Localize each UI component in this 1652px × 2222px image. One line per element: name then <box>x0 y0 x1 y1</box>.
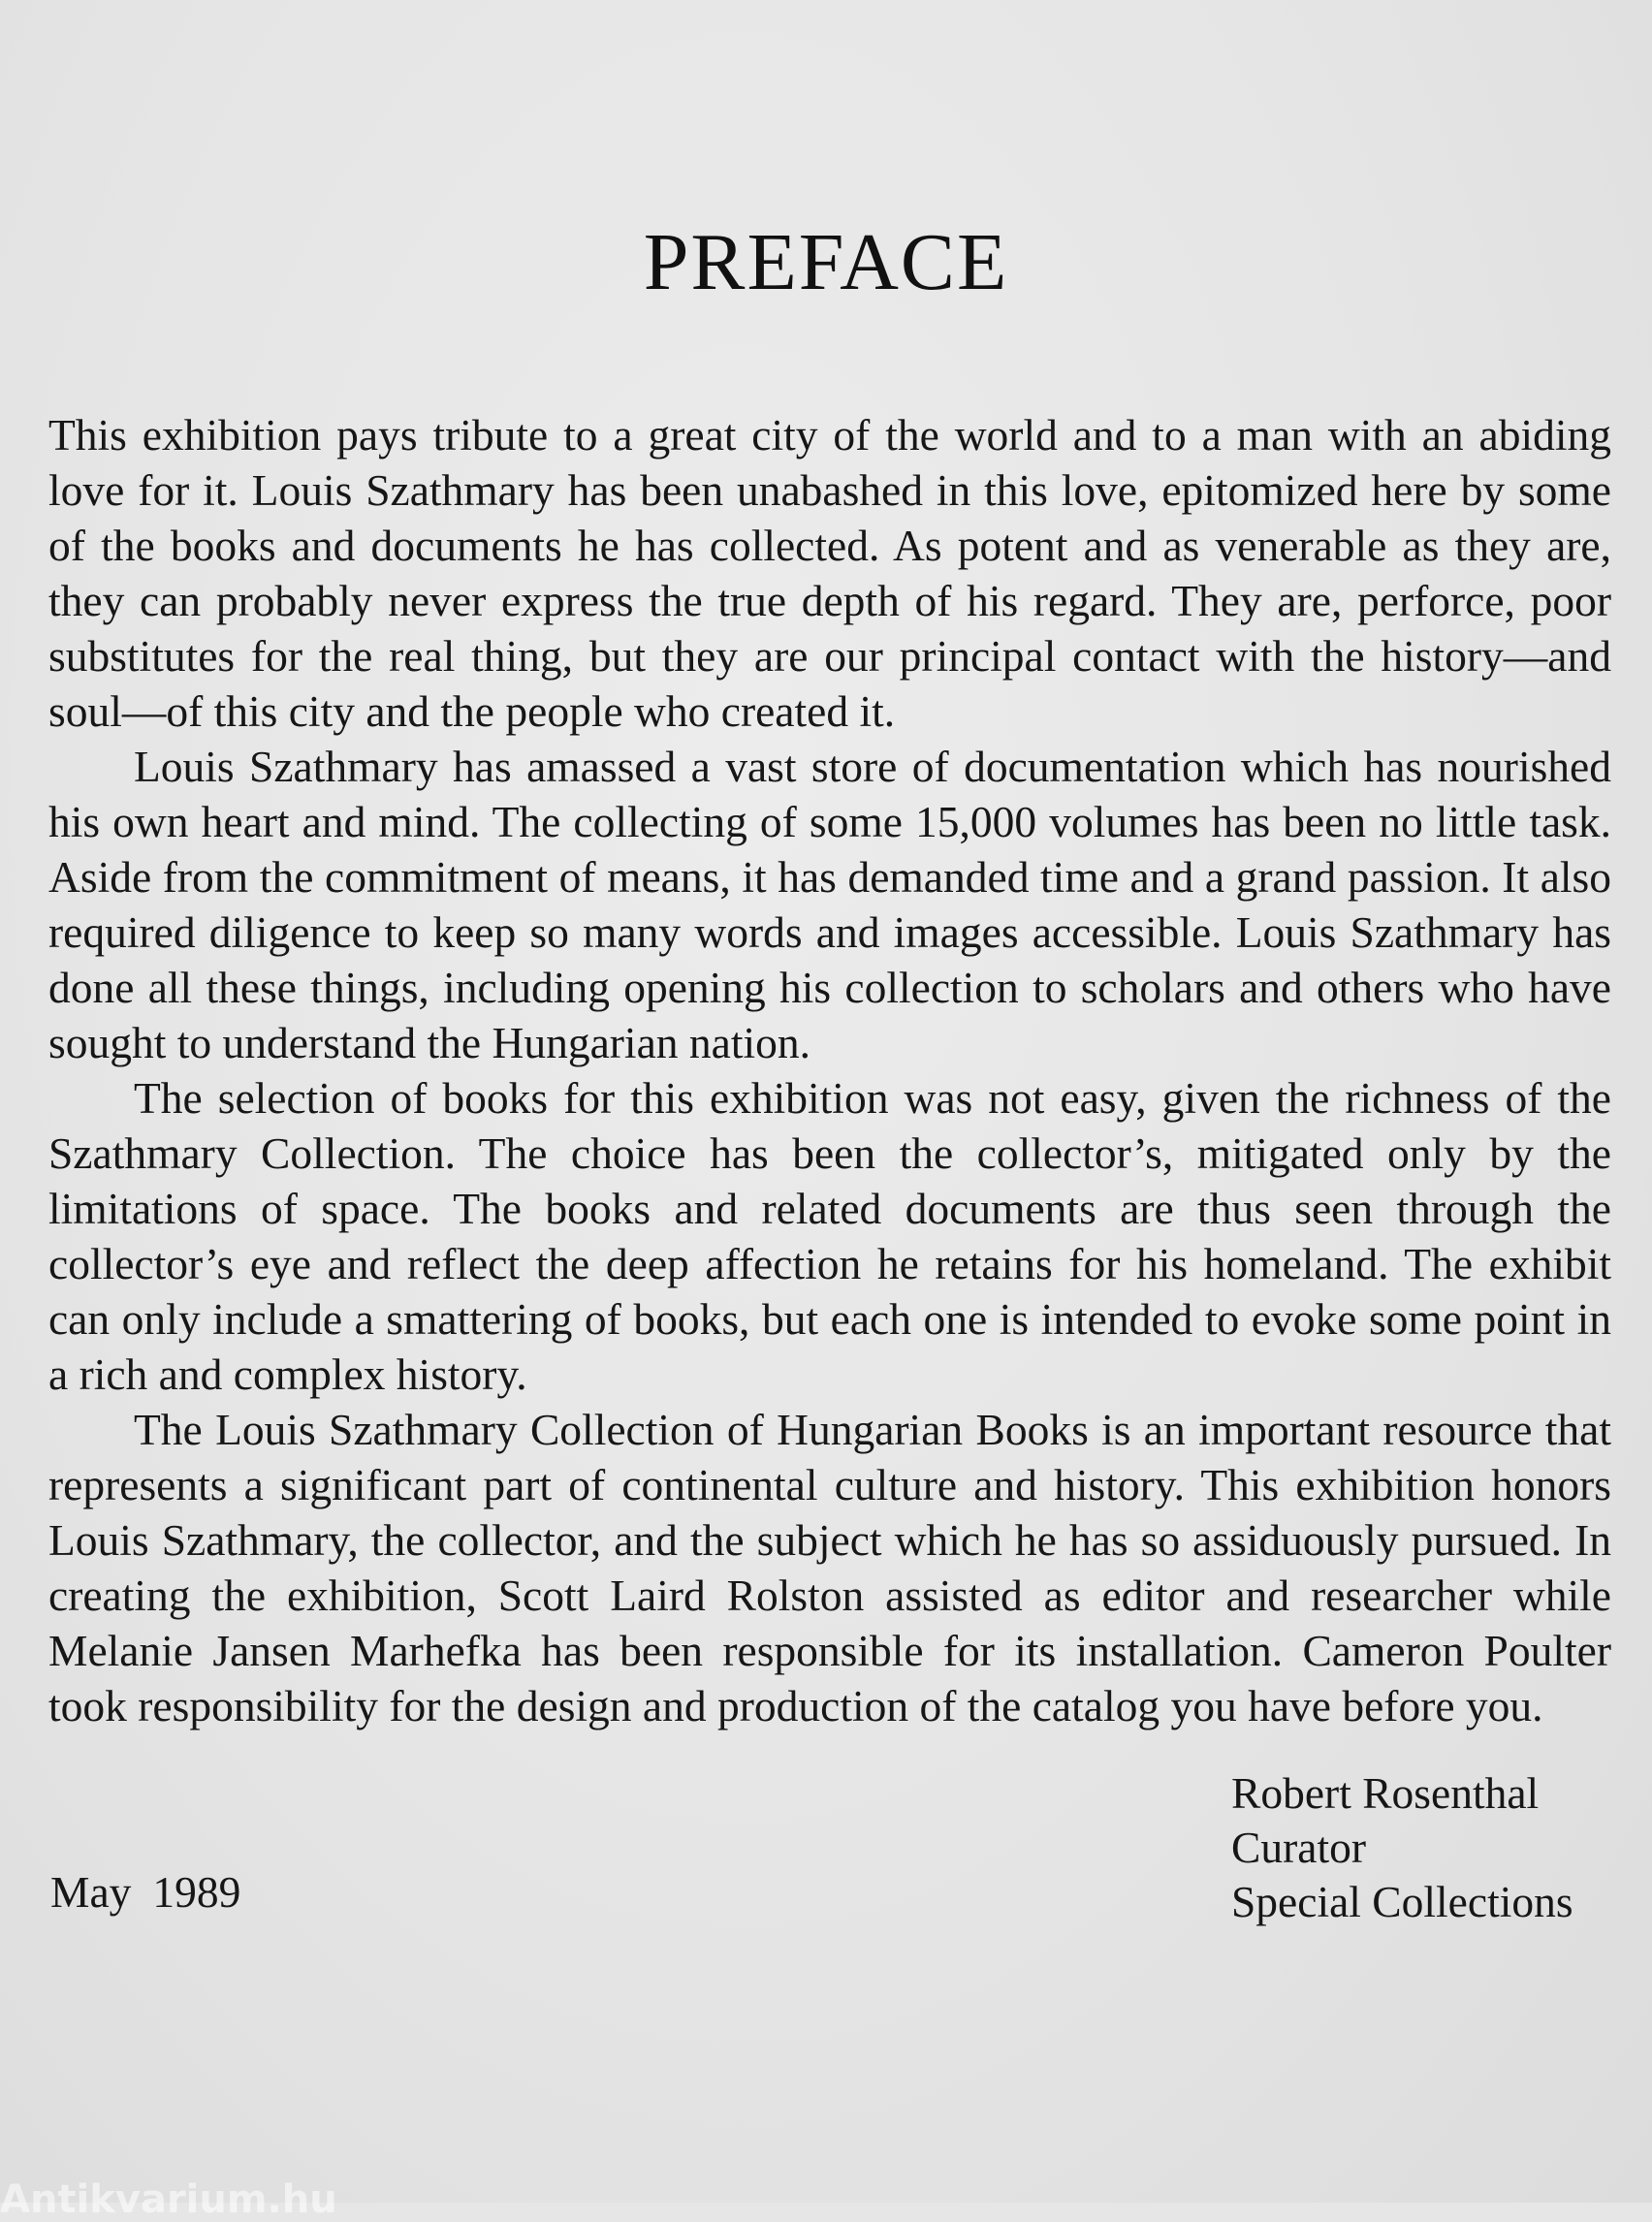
paragraph-1: This exhibition pays tribute to a great city of the world and to a man with an abiding love for it. Louis Szathmary has been unabashed in this love, epitomized here by some of the books and documents he has collected. As potent and as venerable as they are, they can probably never express the true depth of his regard. They are, perforce, poor substitutes for the real thing, but they are our principal contact with the history—and soul—of this city and the people who created it. <box>48 410 1611 736</box>
watermark: Antikvarium.hu <box>0 2177 337 2222</box>
paragraph-2: Louis Szathmary has amassed a vast store of documentation which has nourished his own heart and mind. The collecting of some 15,000 volumes has been no little task. Aside from the commitment of means, it has demanded time and a grand passion. It also required diligence to keep so many words and images accessible. Louis Szathmary has done all these things, including opening his collection to scholars and others who have sought to understand the Hungarian nation. <box>48 742 1611 1067</box>
signature-block <box>1231 1766 1573 1929</box>
signature-department: Special Collections <box>1231 1877 1573 1926</box>
paragraph-3: The selection of books for this exhibition was not easy, given the richness of the Szathmary Collection. The choice has been the collector’s, mitigated only by the limitations of space. The books and related documents are thus seen through the collector’s eye and reflect the deep affection he retains for his homeland. The exhibit can only include a smattering of books, but each one is intended to evoke some point in a rich and complex history. <box>48 1073 1611 1399</box>
signature-role: Curator <box>1231 1823 1366 1872</box>
preface-body <box>48 407 1611 1733</box>
signature-name: Robert Rosenthal <box>1231 1768 1540 1818</box>
date-line <box>50 1866 240 1918</box>
date-year: 1989 <box>152 1867 241 1917</box>
date-month: May <box>50 1867 132 1917</box>
page-title: PREFACE <box>643 217 1009 307</box>
paragraph-4: The Louis Szathmary Collection of Hungarian Books is an important resource that represents a significant part of continental culture and history. This exhibition honors Louis Szathmary, the collector, and the subject which he has so assiduously pursued. In creating the exhibition, Scott Laird Rolston assisted as editor and researcher while Melanie Jansen Marhefka has been responsible for its installation. Cameron Poulter took responsibility for the design and production of the catalog you have before you. <box>48 1405 1611 1730</box>
